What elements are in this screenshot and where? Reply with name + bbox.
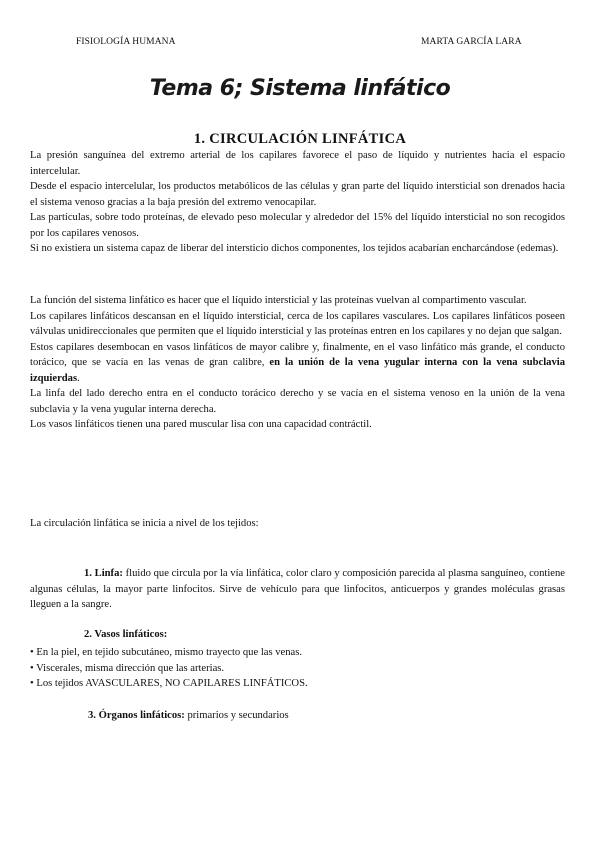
paragraph: Los vasos linfáticos tienen una pared muscular lisa con una capacidad contráctil.	[30, 419, 372, 430]
item-text: primarios y secundarios	[184, 710, 289, 721]
tissue-intro: La circulación linfática se inicia a nivel de los tejidos:	[30, 518, 259, 529]
paragraph: Si no existiera un sistema capaz de liberar del intersticio dichos componentes, los tejidos acabarían encharcándose (edemas).	[30, 243, 559, 254]
vasos-bullets	[30, 645, 565, 692]
paragraph	[30, 340, 565, 387]
function-paragraphs	[30, 293, 565, 433]
bullet-item: • Los tejidos AVASCULARES, NO CAPILARES LINFÁTICOS.	[30, 678, 308, 689]
paragraph: Desde el espacio intercelular, los productos metabólicos de las células y gran parte del líquido intersticial son drenados hacia el sistema venoso gracias a la baja presión del extremo venocapilar.	[30, 181, 565, 208]
paragraph: La función del sistema linfático es hacer que el líquido intersticial y las proteínas vuelvan al compartimento vascular.	[30, 295, 527, 306]
paragraph: La presión sanguínea del extremo arterial de los capilares favorece el paso de líquido y nutrientes hacia el espacio intercelular.	[30, 150, 565, 177]
list-item-vasos: 2. Vasos linfáticos:	[84, 629, 168, 640]
list-item-organos	[88, 710, 289, 721]
section-heading: 1. CIRCULACIÓN LINFÁTICA	[193, 131, 407, 147]
header-subject: FISIOLOGÍA HUMANA	[76, 37, 176, 47]
header-author: MARTA GARCÍA LARA	[421, 37, 522, 47]
paragraph: La linfa del lado derecho entra en el conducto torácico derecho y se vacía en el sistema venoso en la unión de la vena subclavia y la vena yugular interna derecha.	[30, 388, 565, 415]
paragraph-end: .	[77, 372, 80, 384]
intro-paragraphs	[30, 148, 565, 257]
bold-emphasis: en la unión de la vena yugular interna con la vena subclavia izquierdas	[30, 357, 565, 384]
bullet-item: • Viscerales, misma dirección que las arterias.	[30, 662, 225, 674]
item-text: fluido que circula por la vía linfática, color claro y composición parecida al plasma sanguíneo, contiene algunas células, la mayor parte linfocitos. Sirve de vehículo para que linfocitos, anticuerpos y grandes moléculas grasas lleguen a la sangre.	[30, 568, 565, 610]
page-title: Tema 6; Sistema linfático	[149, 76, 451, 101]
item-label: 1. Linfa:	[84, 568, 123, 579]
item-label: 3. Órganos linfáticos:	[88, 710, 185, 721]
bullet-item: • En la piel, en tejido subcutáneo, mismo trayecto que las venas.	[30, 647, 303, 658]
paragraph: Los capilares linfáticos descansan en el líquido intersticial, cerca de los capilares vasculares. Los capilares linfáticos poseen válvulas unidireccionales que permiten que el líquido intersticial y las proteínas entren en los capilares y no dejan que salgan.	[30, 310, 565, 337]
paragraph: Las partículas, sobre todo proteínas, de elevado peso molecular y alrededor del 15% del líquido intersticial no son recogidos por los capilares venosos.	[30, 212, 565, 239]
list-item-linfa	[30, 566, 565, 613]
paragraph-text: Estos capilares desembocan en vasos linfáticos de mayor calibre y, finalmente, en el vaso linfático más grande, el conducto torácico, que se vacía en las venas de gran calibre,	[30, 341, 565, 368]
